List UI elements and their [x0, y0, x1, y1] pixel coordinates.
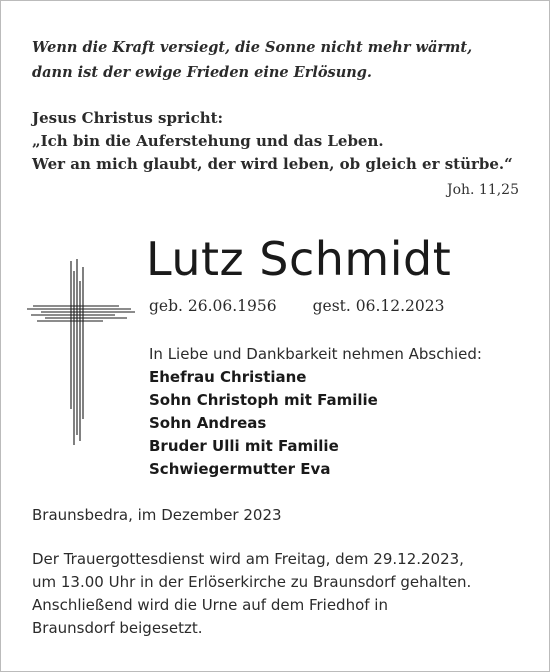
- verse-intro: Jesus Christus spricht:: [32, 109, 224, 127]
- poem: [32, 35, 472, 85]
- mourner: Ehefrau Christiane: [149, 368, 307, 386]
- bible-verse: [32, 107, 513, 176]
- birth-date: geb. 26.06.1956: [149, 297, 277, 315]
- life-dates: [149, 297, 445, 315]
- verse-line: „Ich bin die Auferstehung und das Leben.: [32, 132, 384, 150]
- mourner: Sohn Christoph mit Familie: [149, 391, 378, 409]
- service-notice: [32, 548, 471, 640]
- verse-line: Wer an mich glaubt, der wird leben, ob gleich er stürbe.“: [32, 155, 513, 173]
- verse-reference: Joh. 11,25: [446, 182, 519, 198]
- mourners-list: [149, 366, 378, 481]
- poem-line: Wenn die Kraft versiegt, die Sonne nicht mehr wärmt,: [32, 39, 473, 56]
- notice-line: Anschließend wird die Urne auf dem Friedhof in: [32, 596, 388, 614]
- mourner: Sohn Andreas: [149, 414, 267, 432]
- mourner: Schwiegermutter Eva: [149, 460, 331, 478]
- notice-line: um 13.00 Uhr in der Erlöserkirche zu Braunsdorf gehalten.: [32, 573, 472, 591]
- death-date: gest. 06.12.2023: [312, 297, 445, 315]
- cross-icon: [27, 259, 137, 453]
- notice-line: Der Trauergottesdienst wird am Freitag, dem 29.12.2023,: [32, 550, 464, 568]
- poem-line: dann ist der ewige Frieden eine Erlösung.: [32, 64, 372, 81]
- place-and-date: Braunsbedra, im Dezember 2023: [32, 506, 282, 524]
- mourner: Bruder Ulli mit Familie: [149, 437, 339, 455]
- farewell-line: In Liebe und Dankbarkeit nehmen Abschied:: [149, 345, 482, 363]
- notice-line: Braunsdorf beigesetzt.: [32, 619, 203, 637]
- deceased-name: Lutz Schmidt: [146, 232, 452, 286]
